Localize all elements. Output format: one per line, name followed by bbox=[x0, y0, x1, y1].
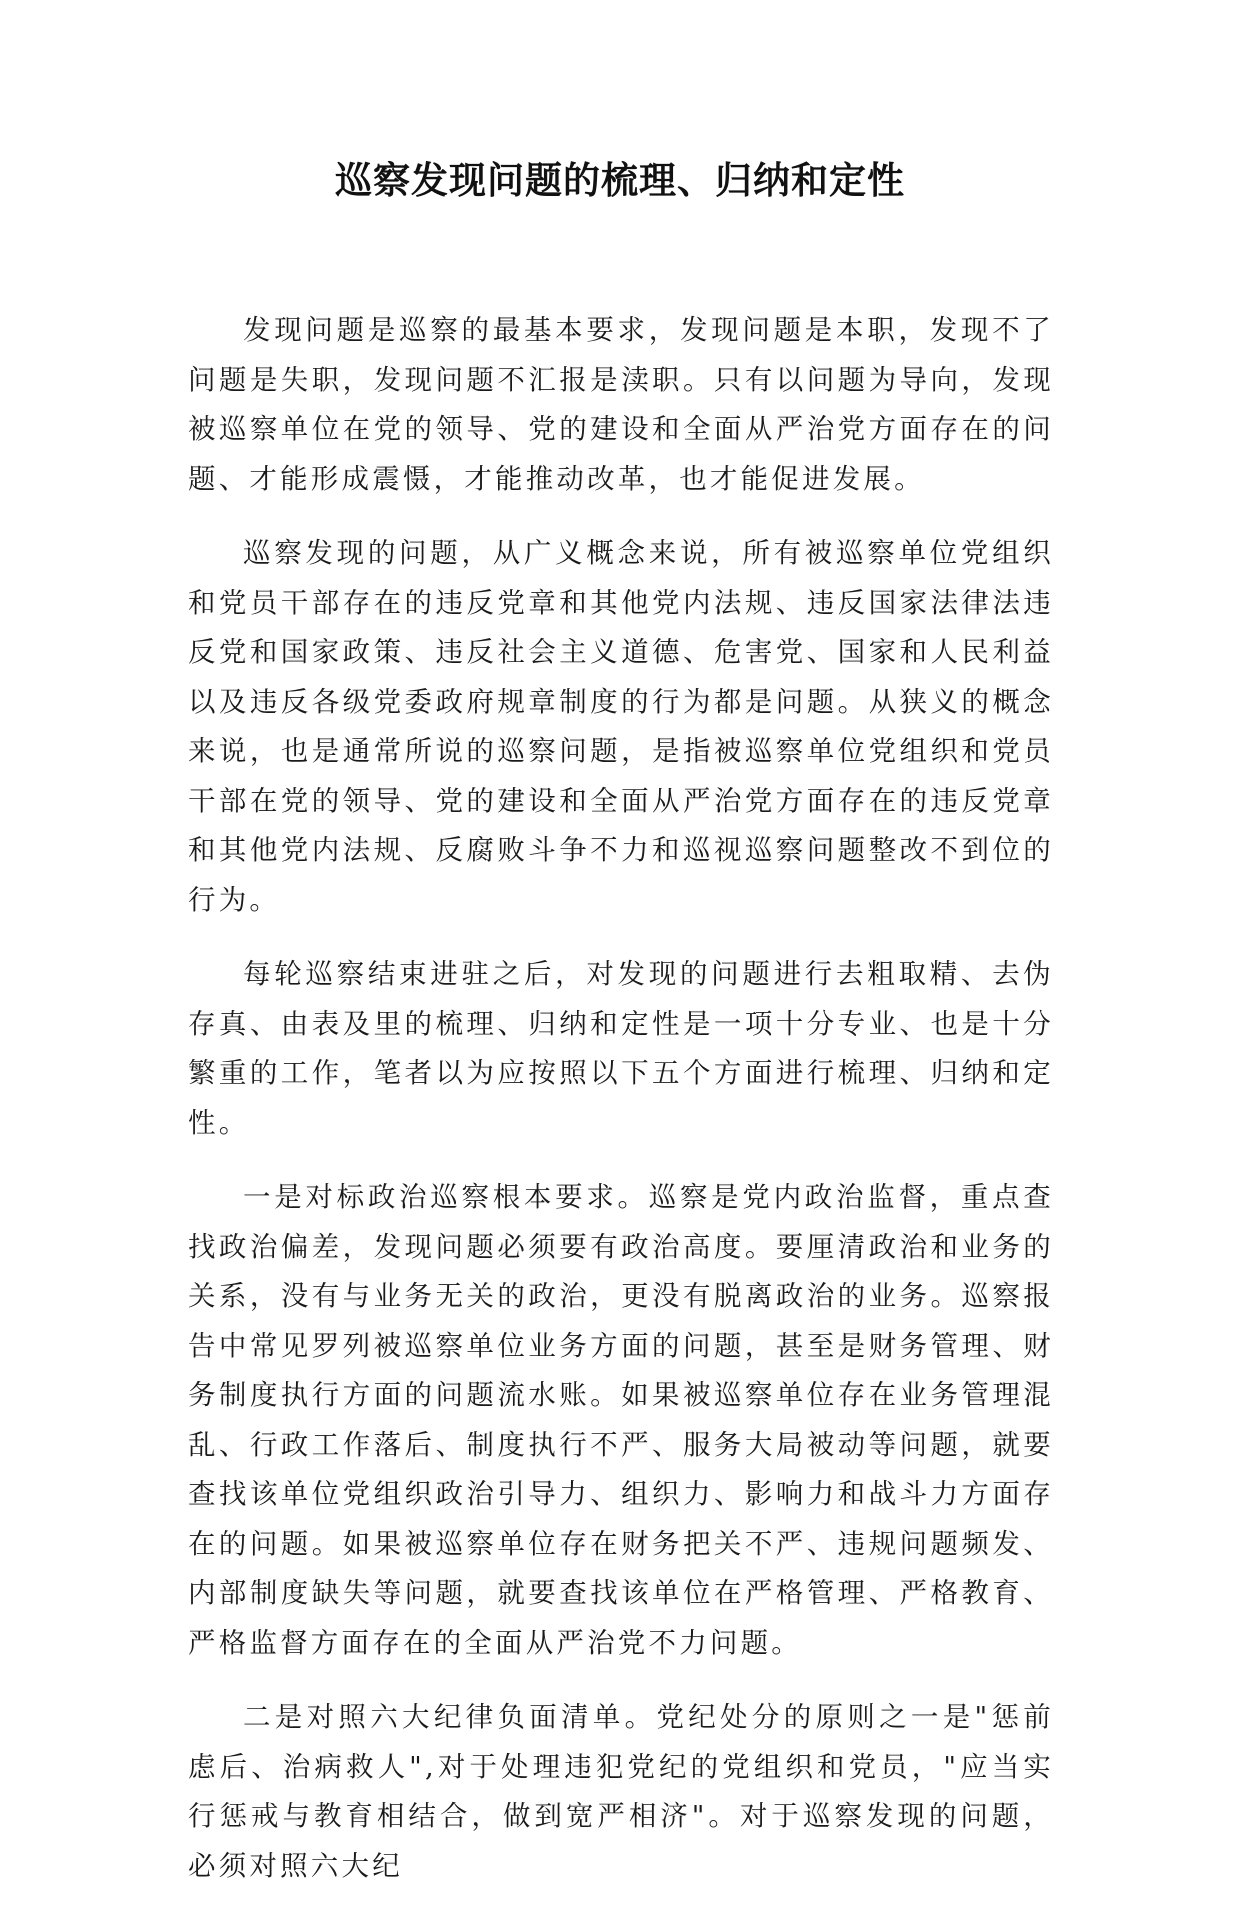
document-body bbox=[188, 306, 1054, 1916]
paragraph: 每轮巡察结束进驻之后，对发现的问题进行去粗取精、去伪存真、由表及里的梳理、归纳和定性是一项十分专业、也是十分繁重的工作，笔者以为应按照以下五个方面进行梳理、归纳和定性。 bbox=[188, 958, 1054, 1139]
paragraph: 一是对标政治巡察根本要求。巡察是党内政治监督，重点查找政治偏差，发现问题必须要有政治高度。要厘清政治和业务的关系，没有与业务无关的政治，更没有脱离政治的业务。巡察报告中常见罗列被巡察单位业务方面的问题，甚至是财务管理、财务制度执行方面的问题流水账。如果被巡察单位存在业务管理混乱、行政工作落后、制度执行不严、服务大局被动等问题，就要查找该单位党组织政治引导力、组织力、影响力和战斗力方面存在的问题。如果被巡察单位存在财务把关不严、违规问题频发、内部制度缺失等问题，就要查找该单位在严格管理、严格教育、严格监督方面存在的全面从严治党不力问题。 bbox=[188, 1181, 1054, 1659]
paragraph: 发现问题是巡察的最基本要求，发现问题是本职，发现不了问题是失职，发现问题不汇报是渎职。只有以问题为导向，发现被巡察单位在党的领导、党的建设和全面从严治党方面存在的问题、才能形成震慑，才能推动改革，也才能促进发展。 bbox=[188, 314, 1054, 495]
paragraph: 二是对照六大纪律负面清单。党纪处分的原则之一是"惩前虑后、治病救人",对于处理违犯党纪的党组织和党员，"应当实行惩戒与教育相结合，做到宽严相济"。对于巡察发现的问题，必须对照六大纪 bbox=[188, 1701, 1054, 1882]
paragraph: 巡察发现的问题，从广义概念来说，所有被巡察单位党组织和党员干部存在的违反党章和其他党内法规、违反国家法律法违反党和国家政策、违反社会主义道德、危害党、国家和人民利益以及违反各级党委政府规章制度的行为都是问题。从狭义的概念来说，也是通常所说的巡察问题，是指被巡察单位党组织和党员干部在党的领导、党的建设和全面从严治党方面存在的违反党章和其他党内法规、反腐败斗争不力和巡视巡察问题整改不到位的行为。 bbox=[188, 537, 1054, 916]
document-title: 巡察发现问题的梳理、归纳和定性 bbox=[335, 158, 905, 202]
